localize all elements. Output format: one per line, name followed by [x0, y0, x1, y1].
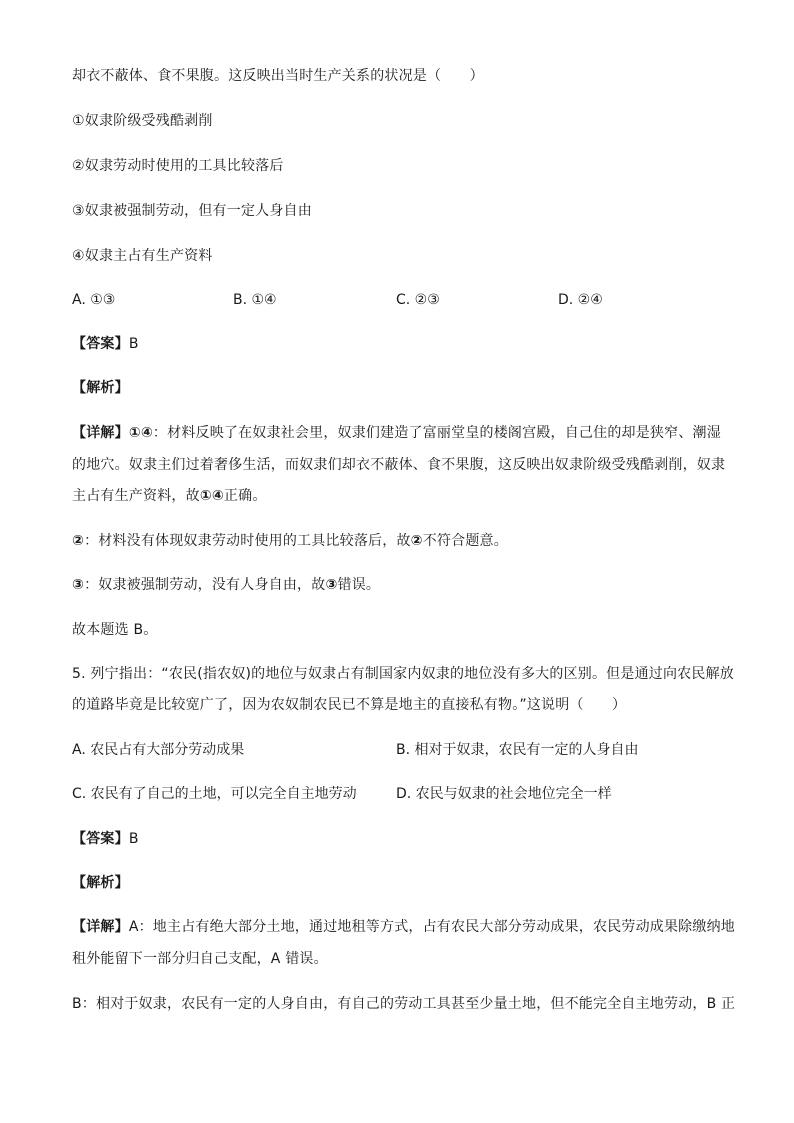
analysis-text: 不符合题意。 — [422, 533, 508, 549]
q4-item-4: ④奴隶主占有生产资料 — [72, 248, 213, 264]
detail-label: 【详解】 — [72, 919, 129, 935]
analysis-text: ：奴隶被强制劳动，没有人身自由，故 — [84, 577, 326, 593]
q5-stem-line-1: 5. 列宁指出：“农民(指农奴)的地位与奴隶占有制国家内奴隶的地位没有多大的区别。但是通过向农民解放 — [72, 666, 734, 682]
item-key: ③ — [72, 577, 85, 593]
analysis-text: 错误。 — [337, 577, 381, 593]
q5-detail-line-1 — [72, 917, 735, 937]
q4-answer — [72, 334, 139, 354]
q4-item-1: ①奴隶阶级受残酷剥削 — [72, 113, 213, 129]
q4-detail-line-3 — [72, 486, 267, 506]
q5-answer — [72, 829, 139, 849]
q4-item-3: ③奴隶被强制劳动，但有一定人身自由 — [72, 203, 312, 219]
detail-text: A：地主占有绝大部分土地，通过地租等方式，占有农民大部分劳动成果，农民劳动成果除缴纳地 — [128, 919, 735, 935]
q5-stem-line-2: 的道路毕竟是比较宽广了，因为农奴制农民已不算是地主的直接私有物。”这说明（ ） — [72, 697, 627, 713]
q5-option-c: C. 农民有了自己的土地，可以完全自主地劳动 — [72, 786, 357, 802]
q5-option-d: D. 农民与奴隶的社会地位完全一样 — [396, 786, 612, 802]
answer-value: B — [128, 336, 139, 352]
q5-detail-line-3: B：相对于奴隶，农民有一定的人身自由，有自己的劳动工具甚至少量土地，但不能完全自主地劳动，B 正 — [72, 996, 736, 1012]
q4-item3-analysis — [72, 575, 380, 595]
q5-option-a: A. 农民占有大部分劳动成果 — [72, 742, 245, 758]
q4-stem-tail: 却衣不蔽体、食不果腹。这反映出当时生产关系的状况是（ ） — [72, 68, 484, 84]
q5-option-b: B. 相对于奴隶，农民有一定的人身自由 — [396, 742, 639, 758]
q4-item2-analysis — [72, 531, 508, 551]
q4-item-2: ②奴隶劳动时使用的工具比较落后 — [72, 158, 284, 174]
detail-text: 主占有生产资料，故 — [72, 488, 200, 504]
detail-text: ：材料反映了在奴隶社会里，奴隶们建造了富丽堂皇的楼阁宫殿，自己住的却是狭窄、潮湿 — [152, 425, 721, 441]
q4-option-b: B. ①④ — [233, 292, 277, 308]
q4-analysis-label: 【解析】 — [72, 380, 129, 396]
answer-label: 【答案】 — [72, 336, 129, 352]
item-key: ② — [410, 533, 423, 549]
analysis-text: ：材料没有体现奴隶劳动时使用的工具比较落后，故 — [84, 533, 411, 549]
q4-conclusion: 故本题选 B。 — [72, 622, 158, 638]
q4-option-a: A. ①③ — [72, 292, 116, 308]
q4-detail-line-2: 的地穴。奴隶主们过着奢侈生活，而奴隶们却衣不蔽体、食不果腹，这反映出奴隶阶级受残酷剥削，奴隶 — [72, 457, 726, 473]
q5-detail-line-2: 租外能留下一部分归自己支配，A 错误。 — [72, 951, 328, 967]
detail-label: 【详解】 — [72, 425, 129, 441]
q4-option-d: D. ②④ — [558, 292, 603, 308]
q4-detail-line-1 — [72, 423, 721, 443]
q5-analysis-label: 【解析】 — [72, 875, 129, 891]
answer-value: B — [128, 831, 139, 847]
detail-text: 正确。 — [223, 488, 267, 504]
detail-key: ①④ — [128, 425, 153, 441]
item-key: ② — [72, 533, 85, 549]
detail-key: ①④ — [199, 488, 224, 504]
answer-label: 【答案】 — [72, 831, 129, 847]
q4-option-c: C. ②③ — [396, 292, 440, 308]
item-key: ③ — [325, 577, 338, 593]
